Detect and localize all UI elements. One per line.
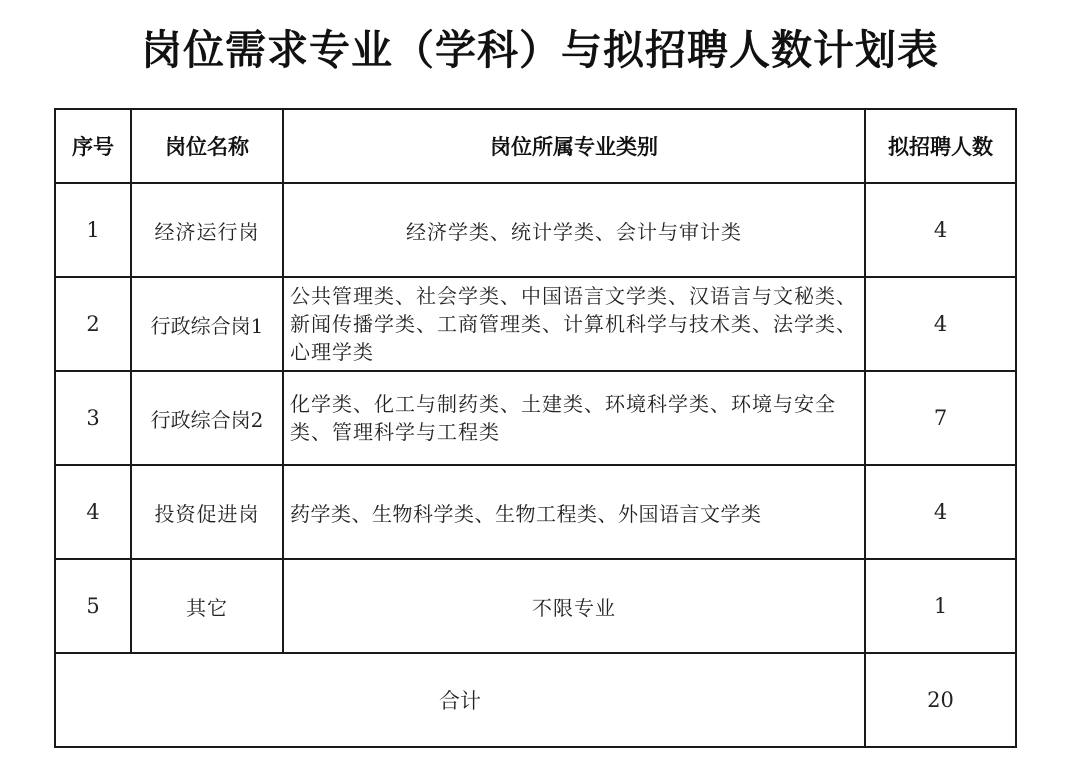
- header-position-name: 岗位名称: [131, 109, 283, 183]
- table-row: [55, 559, 1016, 653]
- cell-major-category: 化学类、化工与制药类、土建类、环境科学类、环境与安全类、管理科学与工程类: [283, 371, 865, 465]
- table-header-row: [55, 109, 1016, 183]
- cell-hiring-count: 4: [865, 277, 1016, 371]
- cell-major-category: 药学类、生物科学类、生物工程类、外国语言文学类: [283, 465, 865, 559]
- table-row: [55, 277, 1016, 371]
- header-major-category: 岗位所属专业类别: [283, 109, 865, 183]
- cell-serial-number: 3: [55, 371, 131, 465]
- total-count: 20: [865, 653, 1016, 747]
- cell-hiring-count: 4: [865, 183, 1016, 277]
- cell-position-name: 行政综合岗2: [131, 371, 283, 465]
- cell-hiring-count: 4: [865, 465, 1016, 559]
- total-label: 合计: [55, 653, 865, 747]
- header-serial-number: 序号: [55, 109, 131, 183]
- cell-major-category: 经济学类、统计学类、会计与审计类: [283, 183, 865, 277]
- table-row: [55, 465, 1016, 559]
- cell-serial-number: 5: [55, 559, 131, 653]
- cell-position-name: 行政综合岗1: [131, 277, 283, 371]
- cell-serial-number: 1: [55, 183, 131, 277]
- cell-serial-number: 4: [55, 465, 131, 559]
- table-row: [55, 183, 1016, 277]
- cell-position-name: 其它: [131, 559, 283, 653]
- table-row: [55, 371, 1016, 465]
- recruitment-plan-table: [54, 108, 1017, 748]
- cell-hiring-count: 1: [865, 559, 1016, 653]
- header-hiring-count: 拟招聘人数: [865, 109, 1016, 183]
- page-title: 岗位需求专业（学科）与拟招聘人数计划表: [141, 26, 939, 74]
- cell-position-name: 投资促进岗: [131, 465, 283, 559]
- cell-major-category: 公共管理类、社会学类、中国语言文学类、汉语言与文秘类、新闻传播学类、工商管理类、计算机科学与技术类、法学类、心理学类: [283, 277, 865, 371]
- cell-serial-number: 2: [55, 277, 131, 371]
- cell-major-category: 不限专业: [283, 559, 865, 653]
- table-total-row: [55, 653, 1016, 747]
- cell-hiring-count: 7: [865, 371, 1016, 465]
- cell-position-name: 经济运行岗: [131, 183, 283, 277]
